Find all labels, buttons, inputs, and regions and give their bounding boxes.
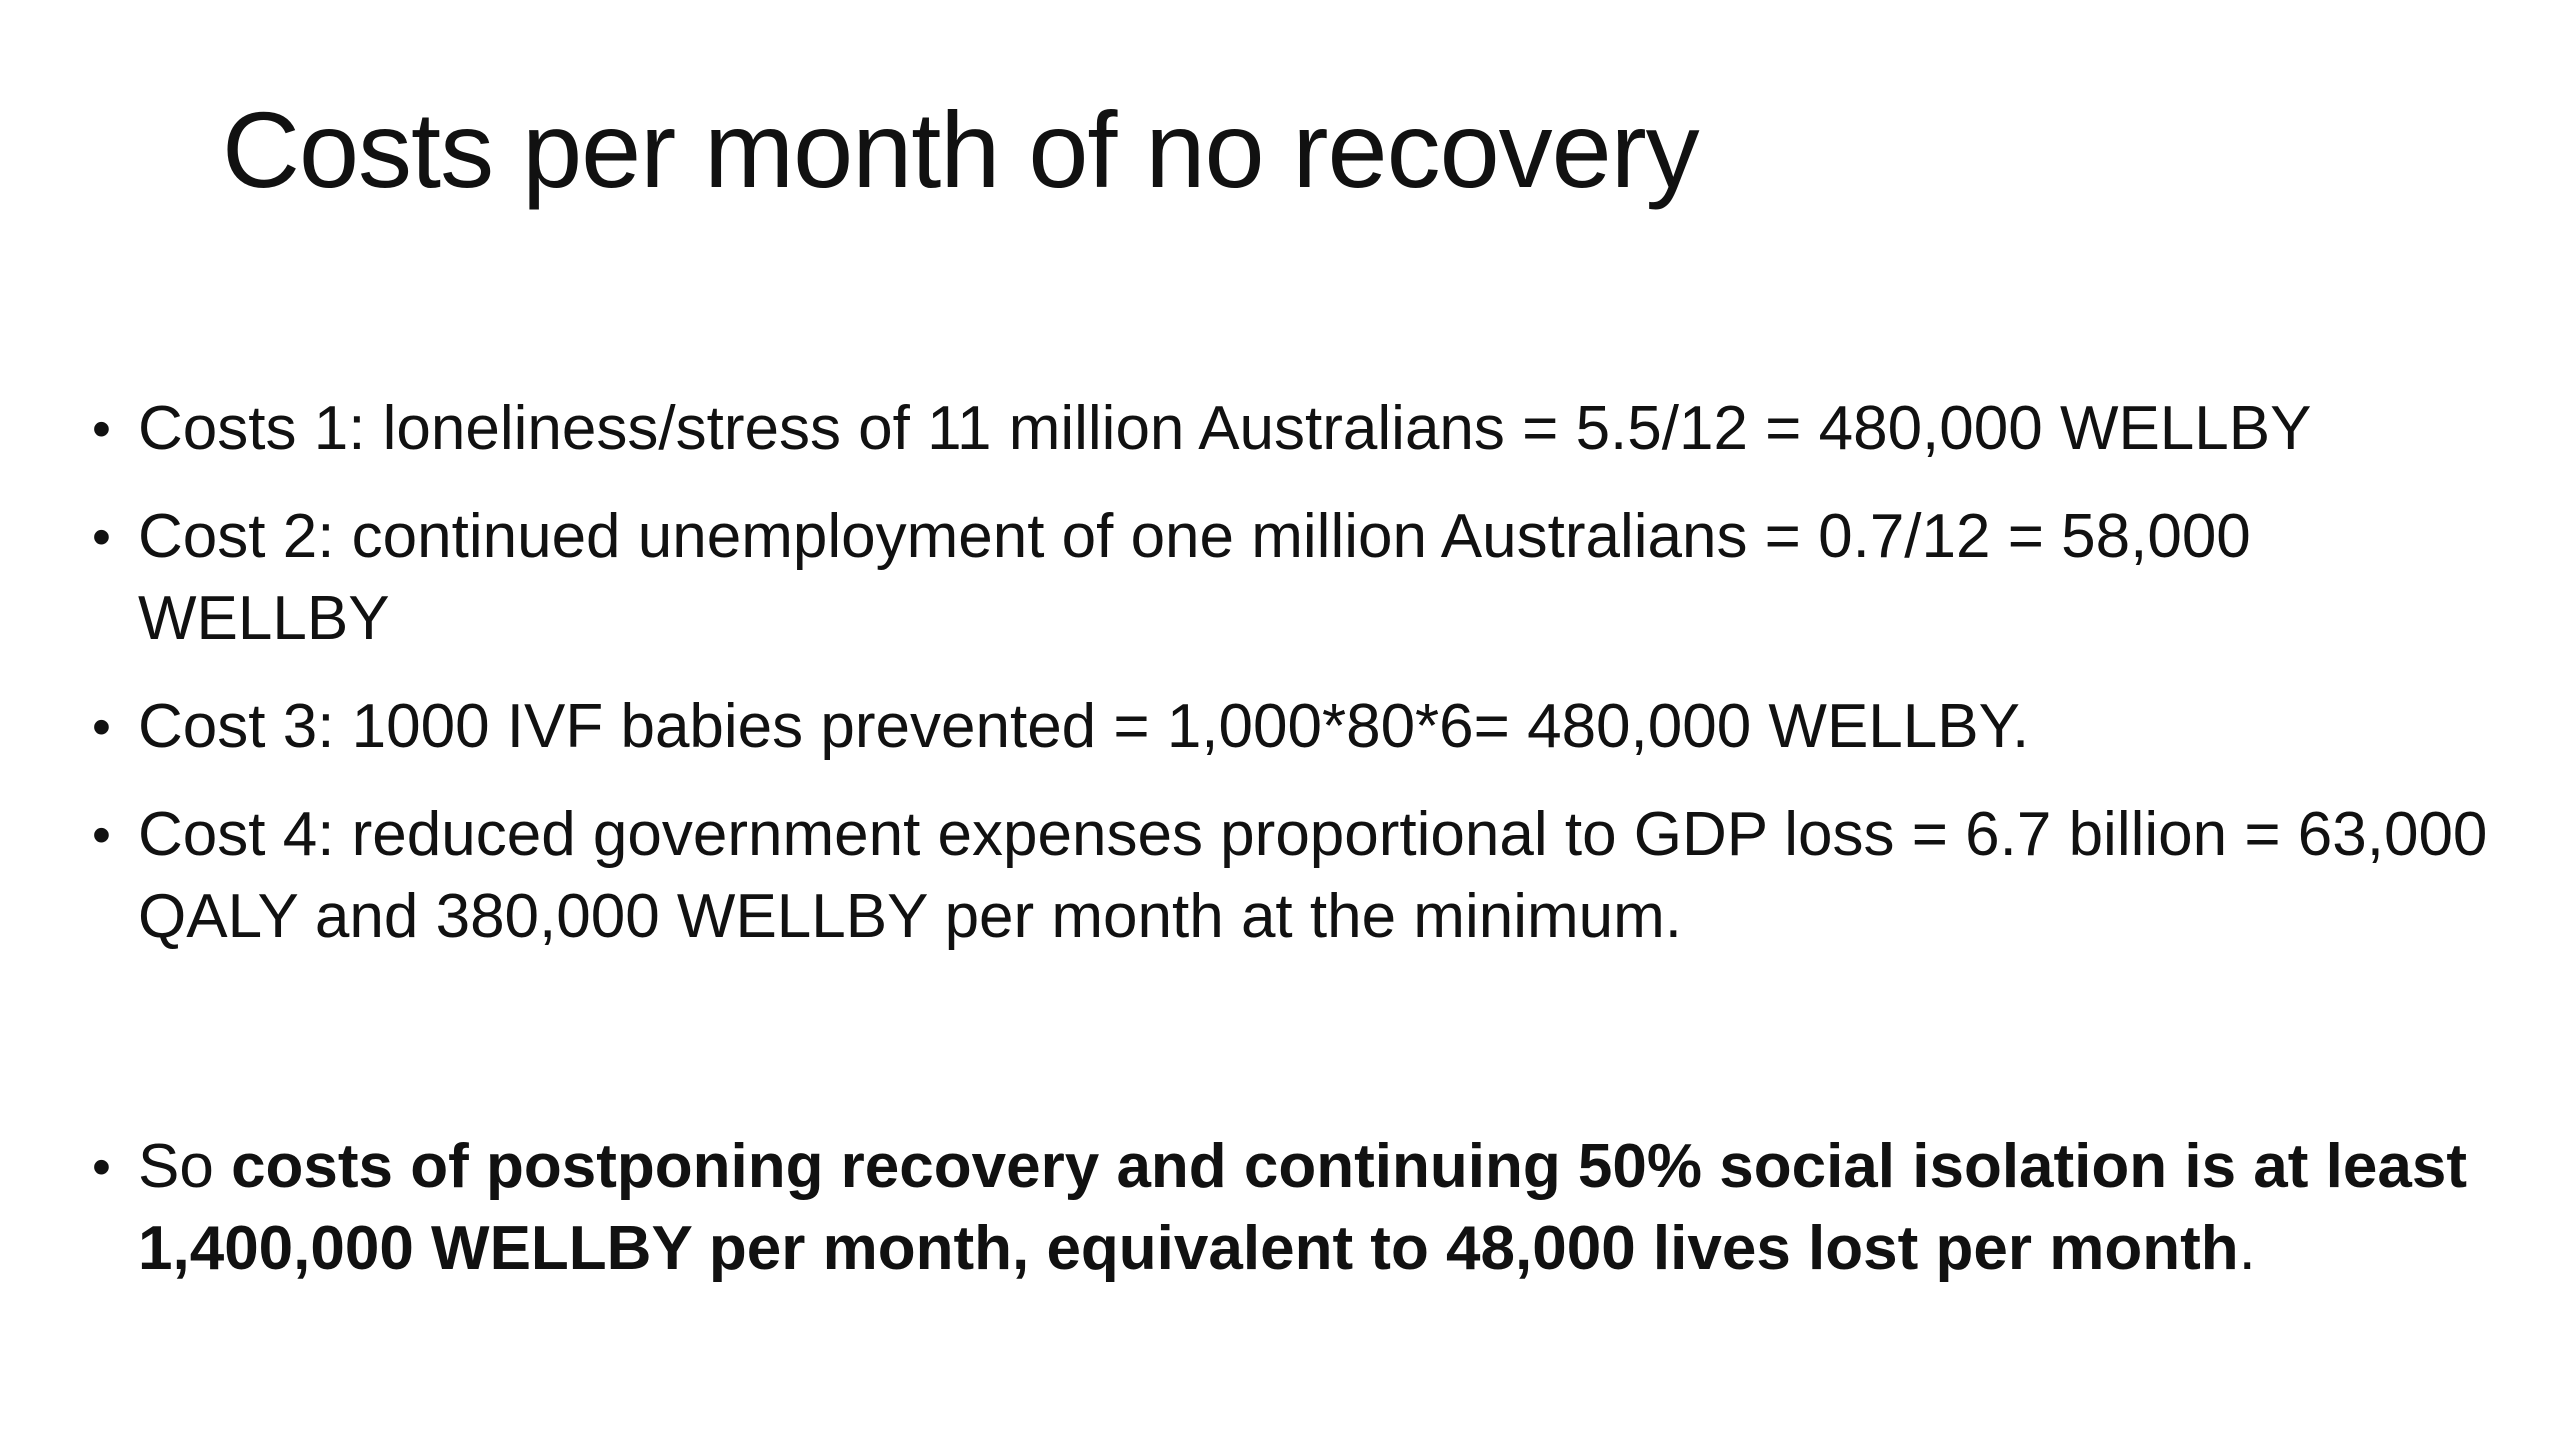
bullet-item-cost-3	[88, 686, 2518, 768]
bullet-item-cost-1	[88, 388, 2518, 470]
bullet-text: Cost 4: reduced government expenses proportional to GDP loss = 6.7 billion = 63,000 QALY and 380,000 WELLBY per month at the minimum.	[138, 800, 2488, 951]
bullet-icon: •	[92, 1137, 111, 1197]
bullet-item-cost-4	[88, 794, 2518, 958]
bullet-text: Cost 2: continued unemployment of one million Australians = 0.7/12 = 58,000 WELLBY	[138, 502, 2251, 653]
bullet-text: Cost 3: 1000 IVF babies prevented = 1,000*80*6= 480,000 WELLBY.	[138, 692, 2030, 761]
bullet-icon: •	[92, 805, 111, 865]
bullet-item-summary	[88, 1126, 2518, 1290]
bullet-icon: •	[92, 697, 111, 757]
bullet-icon: •	[92, 507, 111, 567]
bullet-list	[88, 388, 2518, 1290]
summary-prefix: So	[138, 1132, 232, 1201]
summary-text	[138, 1132, 2467, 1283]
bullet-icon: •	[92, 399, 111, 459]
bullet-text: Costs 1: loneliness/stress of 11 million Australians = 5.5/12 = 480,000 WELLBY	[138, 394, 2312, 463]
summary-suffix: .	[2238, 1214, 2256, 1283]
bullet-item-cost-2	[88, 496, 2518, 660]
slide-title: Costs per month of no recovery	[222, 89, 1699, 210]
summary-emphasis: costs of postponing recovery and continuing 50% social isolation is at least 1,400,000 WELLBY per month, equivalent to 48,000 lives lost per month	[138, 1132, 2467, 1283]
